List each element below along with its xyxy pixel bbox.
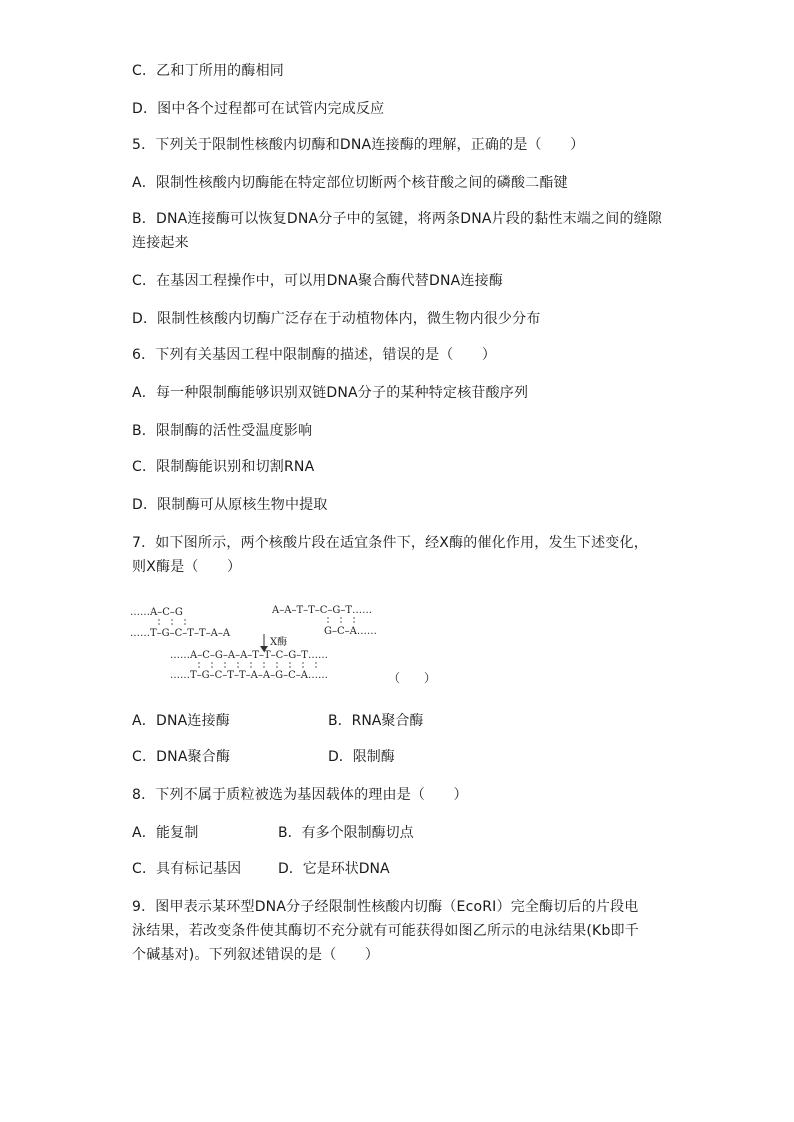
question-9-line3: 个碱基对)。下列叙述错误的是（ ） bbox=[132, 947, 380, 963]
q5-option-b-line2: 连接起来 bbox=[132, 235, 189, 251]
q5-option-a: A．限制性核酸内切酶能在特定部位切断两个核苷酸之间的磷酸二酯键 bbox=[132, 175, 568, 191]
enzyme-label: X酶 bbox=[270, 637, 288, 648]
q7-option-d: D．限制酶 bbox=[328, 749, 395, 765]
q7-option-a: A．DNA连接酶 bbox=[132, 713, 231, 729]
q8-option-c: C．具有标记基因 bbox=[132, 861, 242, 877]
question-9-line1: 9．图甲表示某环型DNA分子经限制性核酸内切酶（EcoRⅠ）完全酶切后的片段电 bbox=[132, 899, 639, 915]
q8-option-a: A．能复制 bbox=[132, 825, 199, 841]
option-c-previous: C．乙和丁所用的酶相同 bbox=[132, 63, 284, 79]
option-d-previous: D．图中各个过程都可在试管内完成反应 bbox=[132, 101, 385, 117]
q8-option-b: B．有多个限制酶切点 bbox=[278, 825, 414, 841]
question-5: 5．下列关于限制性核酸内切酶和DNA连接酶的理解，正确的是（ ） bbox=[132, 137, 585, 153]
joined-hbonds bbox=[199, 662, 316, 670]
right-fragment-bottom: G–C–A…… bbox=[324, 626, 377, 637]
question-7-line2: 则X酶是（ ） bbox=[132, 559, 242, 575]
q7-option-c: C．DNA聚合酶 bbox=[132, 749, 231, 765]
q5-option-d: D．限制性核酸内切酶广泛存在于动植物体内，微生物内很少分布 bbox=[132, 311, 541, 327]
q6-option-d: D．限制酶可从原核生物中提取 bbox=[132, 497, 328, 513]
q6-option-c: C．限制酶能识别和切割RNA bbox=[132, 459, 315, 475]
joined-top-strand: ……A–C–G–A–A–T–T–C–G–T…… bbox=[170, 650, 328, 661]
q6-option-a: A．每一种限制酶能够识别双链DNA分子的某种特定核苷酸序列 bbox=[132, 385, 529, 401]
left-fragment-bottom: ……T–G–C–T–T–A–A bbox=[130, 628, 231, 639]
figure-answer-blank: （ ） bbox=[388, 671, 437, 685]
right-fragment-top: A–A–T–T–C–G–T…… bbox=[272, 605, 373, 616]
question-7-line1: 7．如下图所示，两个核酸片段在适宜条件下，经X酶的催化作用，发生下述变化， bbox=[132, 535, 648, 551]
question-8: 8．下列不属于质粒被选为基因载体的理由是（ ） bbox=[132, 787, 468, 803]
q5-option-b-line1: B．DNA连接酶可以恢复DNA分子中的氢键，将两条DNA片段的黏性末端之间的缝隙 bbox=[132, 211, 663, 227]
left-hbonds bbox=[159, 619, 185, 627]
question-6: 6．下列有关基因工程中限制酶的描述，错误的是（ ） bbox=[132, 347, 497, 363]
q8-option-d: D．它是环状DNA bbox=[278, 861, 390, 877]
question-9-line2: 泳结果，若改变条件使其酶切不充分就有可能获得如图乙所示的电泳结果(Kb即千 bbox=[132, 923, 639, 939]
left-fragment-top: ……A–C–G bbox=[130, 607, 183, 618]
q5-option-c: C．在基因工程操作中，可以用DNA聚合酶代替DNA连接酶 bbox=[132, 273, 504, 289]
joined-bottom-strand: ……T–G–C–T–T–A–A–G–C–A…… bbox=[170, 670, 328, 681]
right-hbonds bbox=[328, 617, 354, 625]
q7-option-b: B．RNA聚合酶 bbox=[328, 713, 424, 729]
q6-option-b: B．限制酶的活性受温度影响 bbox=[132, 423, 313, 439]
dna-ligation-figure bbox=[128, 598, 468, 694]
